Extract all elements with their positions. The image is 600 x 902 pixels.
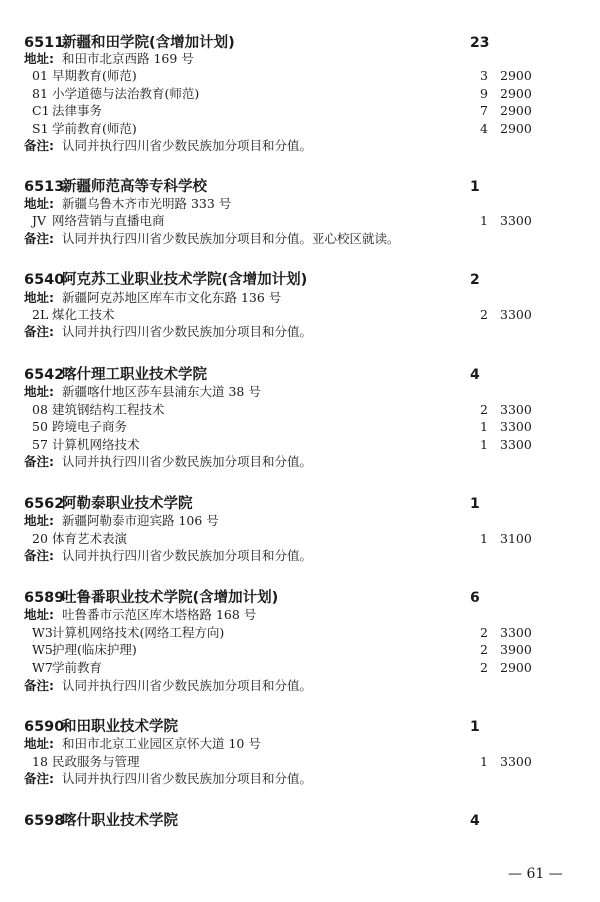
major-name: 体育艺术表演 (52, 531, 128, 546)
school-total: 6 (470, 590, 480, 606)
note-row (0, 230, 600, 248)
school-code: 6598 (24, 813, 65, 829)
major-fee: 2900 (500, 86, 532, 101)
school-total: 2 (470, 272, 480, 288)
address-row (0, 195, 600, 213)
major-count: 1 (480, 419, 488, 434)
major-fee: 3300 (500, 437, 532, 452)
major-count: 1 (480, 531, 488, 546)
major-code: JV (32, 213, 47, 228)
major-fee: 3100 (500, 531, 532, 546)
major-row (0, 212, 600, 230)
school-code: 6511 (24, 35, 65, 51)
major-row (0, 530, 600, 548)
major-name: 法律事务 (52, 103, 103, 118)
major-code: W5 (32, 642, 53, 657)
major-fee: 2900 (500, 121, 532, 136)
major-fee: 3300 (500, 754, 532, 769)
major-name: 早期教育(师范) (52, 68, 137, 83)
address-value: 和田市北京西路 169 号 (62, 51, 194, 66)
note-row (0, 323, 600, 341)
major-count: 1 (480, 213, 488, 228)
note-label: 备注: (24, 324, 54, 339)
school-code: 6590 (24, 719, 65, 735)
school-total: 1 (470, 719, 480, 735)
major-name: 计算机网络技术(网络工程方向) (52, 625, 225, 640)
major-code: W3 (32, 625, 53, 640)
school-name: 喀什理工职业技术学院 (62, 367, 207, 383)
major-name: 护理(临床护理) (52, 642, 137, 657)
major-code: 01 (32, 68, 48, 83)
note-label: 备注: (24, 548, 54, 563)
school-name: 新疆师范高等专科学校 (62, 179, 207, 195)
major-count: 1 (480, 754, 488, 769)
address-row (0, 50, 600, 68)
school-name: 阿克苏工业职业技术学院(含增加计划) (62, 272, 308, 288)
major-row (0, 120, 600, 138)
major-code: 08 (32, 402, 48, 417)
major-name: 建筑钢结构工程技术 (52, 402, 165, 417)
note-label: 备注: (24, 138, 54, 153)
note-value: 认同并执行四川省少数民族加分项目和分值。 (62, 138, 313, 153)
address-label: 地址: (24, 513, 54, 528)
major-row (0, 641, 600, 659)
major-row (0, 753, 600, 771)
major-fee: 3300 (500, 213, 532, 228)
school-total: 23 (470, 35, 490, 51)
major-fee: 2900 (500, 103, 532, 118)
school-code: 6513 (24, 179, 65, 195)
major-fee: 2900 (500, 660, 532, 675)
major-count: 1 (480, 437, 488, 452)
major-row (0, 102, 600, 120)
address-label: 地址: (24, 384, 54, 399)
address-row (0, 735, 600, 753)
major-code: 57 (32, 437, 48, 452)
address-row (0, 512, 600, 530)
major-row (0, 659, 600, 677)
major-row (0, 85, 600, 103)
major-count: 2 (480, 402, 488, 417)
major-row (0, 624, 600, 642)
note-value: 认同并执行四川省少数民族加分项目和分值。 (62, 771, 313, 786)
school-total: 4 (470, 813, 480, 829)
major-name: 跨境电子商务 (52, 419, 128, 434)
address-value: 和田市北京工业园区京怀大道 10 号 (62, 736, 261, 751)
note-label: 备注: (24, 231, 54, 246)
school-total: 1 (470, 496, 480, 512)
address-row (0, 383, 600, 401)
school-name: 吐鲁番职业技术学院(含增加计划) (62, 590, 279, 606)
note-value: 认同并执行四川省少数民族加分项目和分值。 (62, 678, 313, 693)
note-label: 备注: (24, 771, 54, 786)
major-fee: 3900 (500, 642, 532, 657)
major-fee: 3300 (500, 625, 532, 640)
major-count: 2 (480, 642, 488, 657)
school-name: 和田职业技术学院 (62, 719, 178, 735)
note-row (0, 453, 600, 471)
major-code: S1 (32, 121, 49, 136)
school-title (0, 810, 600, 832)
address-value: 新疆喀什地区莎车县浦东大道 38 号 (62, 384, 261, 399)
address-value: 新疆阿勒泰市迎宾路 106 号 (62, 513, 219, 528)
major-count: 9 (480, 86, 488, 101)
school-code: 6589 (24, 590, 65, 606)
major-count: 4 (480, 121, 488, 136)
address-label: 地址: (24, 51, 54, 66)
major-name: 学前教育(师范) (52, 121, 137, 136)
major-count: 2 (480, 660, 488, 675)
address-label: 地址: (24, 736, 54, 751)
note-row (0, 547, 600, 565)
school-total: 1 (470, 179, 480, 195)
address-label: 地址: (24, 196, 54, 211)
note-value: 认同并执行四川省少数民族加分项目和分值。亚心校区就读。 (62, 231, 400, 246)
major-count: 2 (480, 307, 488, 322)
major-row (0, 67, 600, 85)
note-row (0, 677, 600, 695)
major-code: W7 (32, 660, 53, 675)
major-fee: 2900 (500, 68, 532, 83)
school-code: 6562 (24, 496, 65, 512)
address-value: 吐鲁番市示范区库木塔格路 168 号 (62, 607, 257, 622)
major-code: 50 (32, 419, 48, 434)
address-value: 新疆阿克苏地区库车市文化东路 136 号 (62, 290, 282, 305)
page-number: — 61 — (508, 866, 563, 882)
note-label: 备注: (24, 678, 54, 693)
major-count: 2 (480, 625, 488, 640)
note-value: 认同并执行四川省少数民族加分项目和分值。 (62, 324, 313, 339)
major-fee: 3300 (500, 402, 532, 417)
major-fee: 3300 (500, 419, 532, 434)
major-name: 网络营销与直播电商 (52, 213, 165, 228)
school-name: 新疆和田学院(含增加计划) (62, 35, 235, 51)
major-count: 7 (480, 103, 488, 118)
major-row (0, 306, 600, 324)
major-code: 81 (32, 86, 48, 101)
address-label: 地址: (24, 607, 54, 622)
school-code: 6542 (24, 367, 65, 383)
school-name: 喀什职业技术学院 (62, 813, 178, 829)
major-name: 计算机网络技术 (52, 437, 140, 452)
major-count: 3 (480, 68, 488, 83)
major-code: C1 (32, 103, 50, 118)
major-fee: 3300 (500, 307, 532, 322)
note-label: 备注: (24, 454, 54, 469)
note-row (0, 137, 600, 155)
major-code: 18 (32, 754, 48, 769)
school-name: 阿勒泰职业技术学院 (62, 496, 193, 512)
major-code: 2L (32, 307, 49, 322)
major-name: 民政服务与管理 (52, 754, 140, 769)
major-row (0, 418, 600, 436)
address-label: 地址: (24, 290, 54, 305)
note-value: 认同并执行四川省少数民族加分项目和分值。 (62, 454, 313, 469)
major-row (0, 401, 600, 419)
major-name: 学前教育 (52, 660, 103, 675)
major-name: 煤化工技术 (52, 307, 115, 322)
note-row (0, 770, 600, 788)
major-name: 小学道德与法治教育(师范) (52, 86, 200, 101)
school-total: 4 (470, 367, 480, 383)
note-value: 认同并执行四川省少数民族加分项目和分值。 (62, 548, 313, 563)
major-code: 20 (32, 531, 48, 546)
address-value: 新疆乌鲁木齐市光明路 333 号 (62, 196, 232, 211)
school-title (0, 269, 600, 291)
major-row (0, 436, 600, 454)
address-row (0, 606, 600, 624)
address-row (0, 289, 600, 307)
school-code: 6540 (24, 272, 65, 288)
